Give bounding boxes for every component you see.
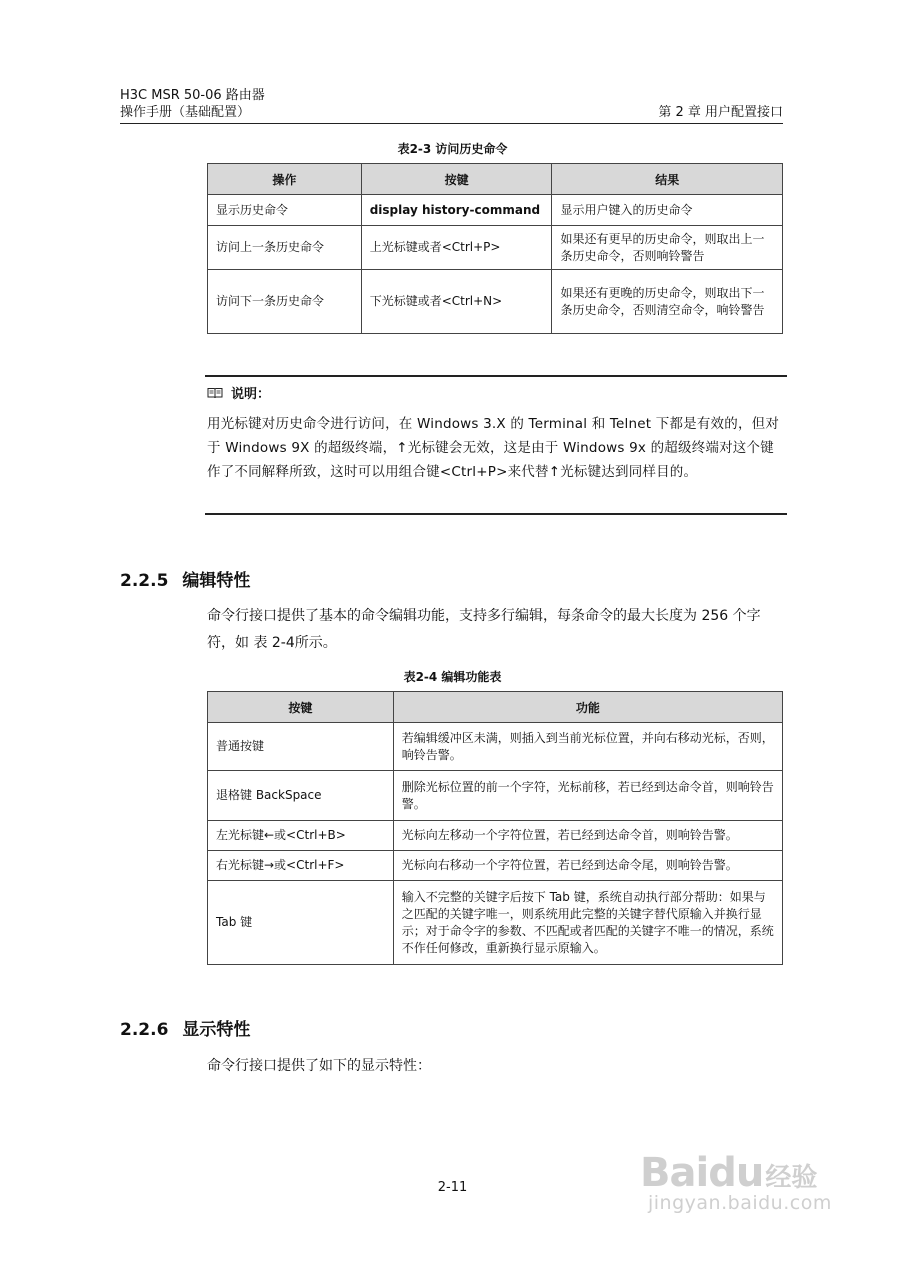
section-226-paragraph: 命令行接口提供了如下的显示特性：	[207, 1058, 431, 1074]
book-icon	[207, 387, 223, 399]
table2-cell: 光标向右移动一个字符位置，若已经到达命令尾，则响铃告警。	[393, 851, 782, 881]
table1-cell: 显示历史命令	[208, 195, 362, 226]
section-225-title: 编辑特性	[182, 571, 251, 591]
table2-cell: 左光标键←或<Ctrl+B>	[208, 821, 394, 851]
section-225-number: 2.2.5	[120, 571, 169, 591]
table-row	[208, 195, 783, 226]
note-title	[207, 383, 270, 402]
page-number: 2-11	[437, 1180, 468, 1195]
table2-cell: 右光标键→或<Ctrl+F>	[208, 851, 394, 881]
table2-caption: 表2-4 编辑功能表	[403, 670, 502, 684]
section-225-paragraph: 命令行接口提供了基本的命令编辑功能，支持多行编辑，每条命令的最大长度为 256 个字符，如 表 2-4所示。	[207, 608, 761, 651]
note-top-rule	[205, 375, 787, 377]
table2-header-function: 功能	[393, 692, 782, 723]
table1-cell: 如果还有更晚的历史命令，则取出下一条历史命令，否则清空命令，响铃警告	[552, 270, 783, 334]
section-226-number: 2.2.6	[120, 1020, 169, 1040]
table2-cell: 输入不完整的关键字后按下 Tab 键，系统自动执行部分帮助：如果与之匹配的关键字唯一，则系统用此完整的关键字替代原输入并换行显示；对于命令字的参数、不匹配或者匹配的关键字不唯一的情况，系统不作任何修改，重新换行显示原输入。	[393, 881, 782, 965]
table2-cell: 光标向左移动一个字符位置，若已经到达命令首，则响铃告警。	[393, 821, 782, 851]
table-row	[208, 270, 783, 334]
table1-header-result: 结果	[552, 164, 783, 195]
table-row	[208, 821, 783, 851]
table1-cell: 如果还有更早的历史命令，则取出上一条历史命令，否则响铃警告	[552, 226, 783, 270]
watermark-sub: 经验	[765, 1163, 818, 1193]
section-226-heading	[120, 1015, 250, 1040]
table-row	[208, 723, 783, 771]
header-rule	[120, 123, 783, 124]
table1-cell: 访问下一条历史命令	[208, 270, 362, 334]
note-body: 用光标键对历史命令进行访问，在 Windows 3.X 的 Terminal 和 Telnet 下都是有效的，但对于 Windows 9X 的超级终端，↑光标键会无效，这是由于 Windows 9x 的超级终端对这个键作了不同解释所致，这时可以用组合键<Ctrl+P>来代替↑光标键达到同样目的。	[207, 416, 780, 480]
table1-cell: 访问上一条历史命令	[208, 226, 362, 270]
table-row	[208, 226, 783, 270]
table-row	[208, 881, 783, 965]
note-title-text: 说明：	[231, 387, 271, 402]
header-manual: 操作手册（基础配置）	[120, 105, 251, 120]
table-row	[208, 851, 783, 881]
edit-function-table	[207, 691, 783, 965]
table2-cell: 若编辑缓冲区未满，则插入到当前光标位置，并向右移动光标，否则，响铃告警。	[393, 723, 782, 771]
header-chapter: 第 2 章 用户配置接口	[658, 105, 783, 120]
note-bottom-rule	[205, 513, 787, 515]
table1-header-key: 按键	[361, 164, 552, 195]
table2-header-key: 按键	[208, 692, 394, 723]
table2-cell: 普通按键	[208, 723, 394, 771]
table2-cell: 退格键 BackSpace	[208, 771, 394, 821]
table2-cell: Tab 键	[208, 881, 394, 965]
table1-cell: 下光标键或者<Ctrl+N>	[361, 270, 552, 334]
table1-cell: display history-command	[361, 195, 552, 226]
section-226-title: 显示特性	[182, 1020, 251, 1040]
baidu-watermark	[640, 1150, 832, 1214]
table1-cell: 显示用户键入的历史命令	[552, 195, 783, 226]
watermark-logo: Baidu	[640, 1150, 764, 1196]
watermark-url: jingyan.baidu.com	[648, 1192, 832, 1214]
history-command-table	[207, 163, 783, 334]
table1-header-operation: 操作	[208, 164, 362, 195]
table1-cell: 上光标键或者<Ctrl+P>	[361, 226, 552, 270]
table1-caption: 表2-3 访问历史命令	[397, 142, 508, 156]
section-225-heading	[120, 566, 250, 591]
header-product: H3C MSR 50-06 路由器	[120, 88, 265, 103]
table2-cell: 删除光标位置的前一个字符，光标前移，若已经到达命令首，则响铃告警。	[393, 771, 782, 821]
table-row	[208, 771, 783, 821]
